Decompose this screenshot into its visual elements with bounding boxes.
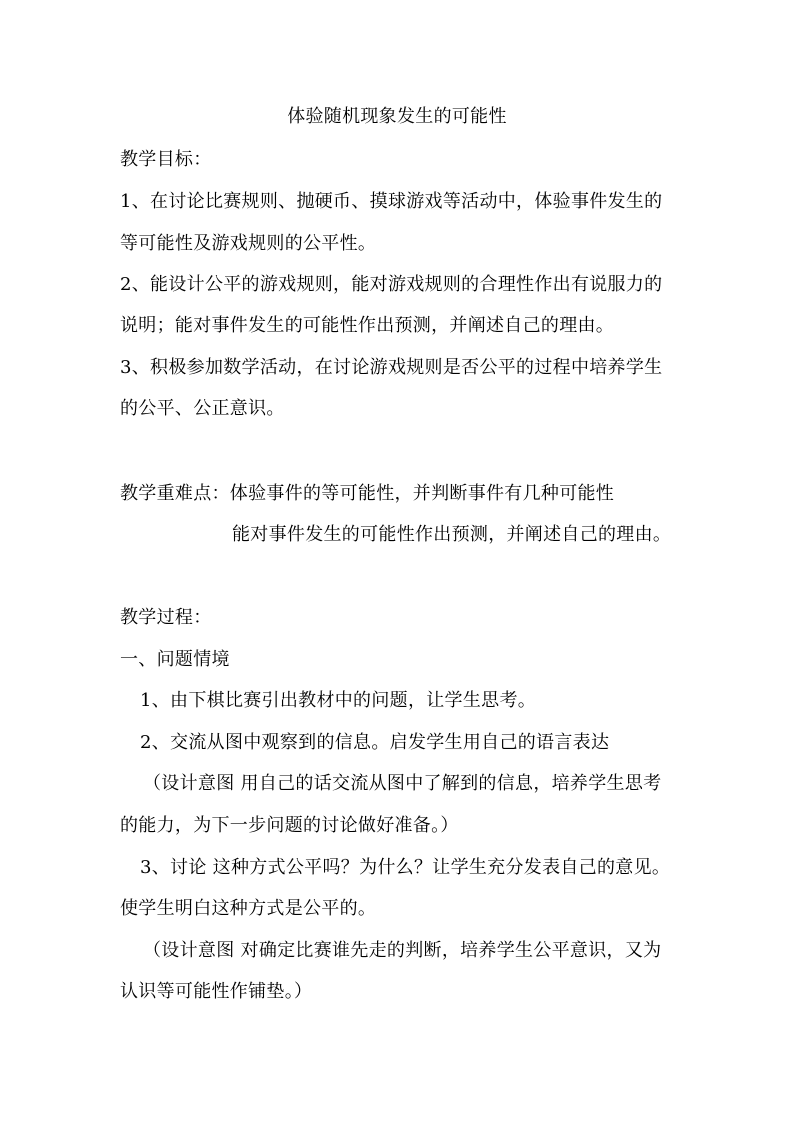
design-note-line: （设计意图 用自己的话交流从图中了解到的信息，培养学生思考 xyxy=(143,773,662,794)
objective-line: 2、能设计公平的游戏规则，能对游戏规则的合理性作出有说服力的 xyxy=(120,274,663,295)
objective-line: 3、积极参加数学活动，在讨论游戏规则是否公平的过程中培养学生 xyxy=(120,357,663,378)
section-line: 1、由下棋比赛引出教材中的问题，让学生思考。 xyxy=(140,690,537,711)
objective-line: 1、在讨论比赛规则、抛硬币、摸球游戏等活动中，体验事件发生的 xyxy=(120,191,663,212)
objective-line: 说明；能对事件发生的可能性作出预测，并阐述自己的理由。 xyxy=(120,315,615,336)
design-note-line: 的能力，为下一步问题的讨论做好准备。） xyxy=(120,815,459,836)
section-line: 2、交流从图中观察到的信息。启发学生用自己的语言表达 xyxy=(140,732,610,753)
key-points-line: 教学重难点：体验事件的等可能性，并判断事件有几种可能性 xyxy=(120,483,615,504)
objectives-heading: 教学目标： xyxy=(120,149,212,170)
section-heading: 一、问题情境 xyxy=(120,649,230,670)
section-line: 3、讨论 这种方式公平吗？为什么？让学生充分发表自己的意见。 xyxy=(140,857,671,878)
design-note-line: 认识等可能性作铺垫。） xyxy=(120,981,313,1002)
process-heading: 教学过程： xyxy=(120,607,212,628)
objective-line: 等可能性及游戏规则的公平性。 xyxy=(120,233,377,254)
design-note-line: （设计意图 对确定比赛谁先走的判断，培养学生公平意识，又为 xyxy=(143,940,662,961)
objective-line: 的公平、公正意识。 xyxy=(120,398,285,419)
document-title: 体验随机现象发生的可能性 xyxy=(287,106,507,127)
section-line: 使学生明白这种方式是公平的。 xyxy=(120,898,377,919)
key-points-continuation: 能对事件发生的可能性作出预测，并阐述自己的理由。 xyxy=(232,524,672,545)
